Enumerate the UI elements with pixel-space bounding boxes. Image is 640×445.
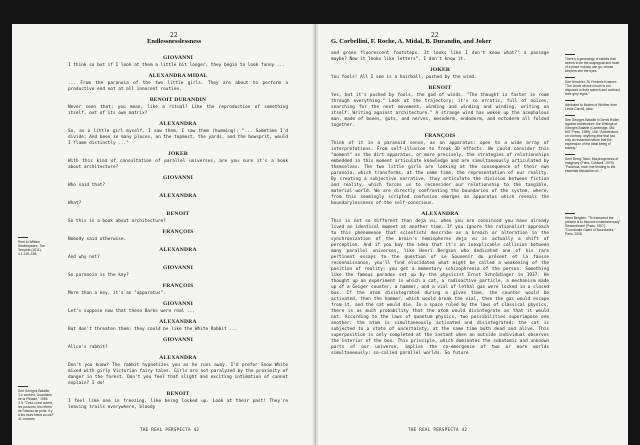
dialogue-line: With this kind of consultation of parallel universes, are you sure it's a book about architecture? bbox=[68, 159, 288, 170]
speaker-name: FRANÇOIS bbox=[162, 283, 194, 289]
page-number: 22 bbox=[431, 32, 439, 39]
speaker-name: GIOVANNI bbox=[162, 301, 194, 307]
footnotes-left bbox=[18, 237, 54, 425]
dialogue-line: Alice's rabbit? bbox=[68, 345, 108, 350]
footnote-rule bbox=[565, 77, 575, 78]
dialogue-line: Never seen that; you mean, like a ritual? Like the reproduction of something itself, out of its own matrix? bbox=[68, 105, 288, 116]
speaker-name: ALEXANDRA bbox=[159, 247, 197, 253]
footnote-rule bbox=[565, 54, 575, 55]
footnote-text: Reel to William Shakespeare, The Tempest (1611), 4.1.148–158. bbox=[18, 240, 45, 256]
dialogue-line: Nobody said otherwise. bbox=[68, 237, 127, 242]
paragraph: and green fluorescent footsteps. It looks like I don't know what?" a passage maybe? Now it looks like letters”. I don't know it. bbox=[331, 51, 549, 62]
footnote bbox=[565, 213, 621, 236]
footnote-text: See Hirschler, St. Frederic Krasner: "The Uncle whose mouth is not disposed in their speech and contract, their grey signs." bbox=[565, 80, 621, 96]
dialogue-line: But don't threaten them: they could be like the White Rabbit ... bbox=[68, 327, 238, 332]
footnote-text: See Georges Bataille in Denis Hollier, Against Architecture: the Writings of Georges Bataille (Cambridge, MA: MIT Press, 1989), 156: "Architecture, on contrary, anything else that has only an essential nature that the expression of the ideal being of society." bbox=[565, 118, 620, 150]
footnote bbox=[565, 154, 621, 173]
dialogue-line: What? bbox=[68, 201, 82, 206]
book-gutter bbox=[312, 24, 319, 445]
speaker-name: ALEXANDRA bbox=[159, 319, 197, 325]
dialogue-line: You fools! All I see is a hairball, pushed by the wind. bbox=[331, 75, 477, 80]
footnote-text: Henri Bergson, "To transcend the present is to become instantaneously" Ressentiment (Paris, 1907): "Coordinate Gates of Boundaries," Paris, 2005. bbox=[565, 216, 621, 236]
dialogue-column-left bbox=[68, 51, 288, 412]
speaker-name: JOKER bbox=[167, 151, 189, 157]
footnote-rule bbox=[18, 237, 28, 238]
speaker-name: FRANÇOIS bbox=[162, 229, 194, 235]
speaker-name: ALEXANDRA bbox=[159, 355, 197, 361]
dialogue-line: Who said that? bbox=[68, 183, 106, 188]
dialogue-column-right bbox=[331, 51, 549, 358]
running-head: Endlessnesslessness bbox=[147, 38, 202, 45]
left-page bbox=[12, 24, 315, 445]
dialogue-line: And why not? bbox=[68, 255, 100, 260]
dialogue-line: Think of it in a paranoid sense, as an apparatus: open to a wide array of interpretations. From self-illusion to freak 3D effects. We could consider this "moment" as the dirt apparatus, or more precisely, the strategies of relationships embedded in this moment articulate knowledge and are simultaneously articulated by themselves. The two little girls are looking at the consequence of their own paranoia, which transforms, at the same time, the representation of our reality. By creating a subjective narrative, they articulate the division between fiction and reality, which forces us to reconsider our relationship to the tangible, material world. We are directly confronting the boundaries of the system, where, from this seemingly scripted confusion emerges an apparatus which reveals the boundarylessness of the self-conscious. bbox=[331, 141, 549, 206]
dialogue-line: I feel like one in freezing, like being locked up. Look at their past! They're leaving trails everywhere, bloody bbox=[68, 399, 288, 410]
footnote-text: Sent Remy Tison, Morphogenesis of Imaginary (Paris: Coldwell, 1979): "Paranoia, each line tending to the essential dissolution of..." bbox=[565, 157, 619, 173]
footnote-rule bbox=[565, 115, 575, 116]
dialogue-line: I think so but if I look at them a little bit longer, they begin to look funny ... bbox=[68, 63, 285, 68]
footnote-rule bbox=[18, 386, 28, 387]
footnote-text: Attributed to Modes of Whither from Lewis Carroll, Alice. bbox=[565, 103, 618, 111]
dialogue-line: So, as a little girl myself, I saw them, I saw them (humming): "... Sometime I'd divide; And been in many places, on the topmost, the yards, and the bowsprit, would I flame distinctly ..." bbox=[68, 129, 288, 146]
dialogue-line: Yes, but it's pushed by fools, the god of winds. "The thought is faster in room through everything." Look at the trajectory; it's so erratic, full of noises, searching for the next movement, winding and winding and winding, writing on itself. Writing against architecture." A strange wind has woken up the acephalous man, made of bones, guts, and nerves, mesoderm, endoderm, and ectoderm all folded together. bbox=[331, 93, 549, 128]
footnote-rule bbox=[565, 154, 575, 155]
dialogue-line: So this is a book about architecture? bbox=[68, 219, 166, 224]
dialogue-line: Don't you know? The rabbit hypnotizes you as he runs away. I'd prefer Snow White mixed with girly Victorian fairy tales. Girls are not paralyzed by the proximity of danger in the forest. Don't you feel that slight and exciting intimation of cannot explain? I do! bbox=[68, 363, 288, 386]
speaker-name: BENOIT bbox=[166, 211, 190, 217]
speaker-name: ALEXANDRA MIDAL bbox=[148, 73, 208, 79]
speaker-name: GIOVANNI bbox=[162, 265, 194, 271]
speaker-name: JOKER bbox=[429, 67, 451, 73]
footnote-text: Sen Georges Bataille, "Le corridor, Guardians de la Pléiade," 1956. 3.3: "Celui‑ci est ouvert, les pouvoirs, les hêtres de l'oiseau de proie, il y a les murs bleus du ciel" 41 volumes bbox=[18, 389, 54, 421]
footnote bbox=[565, 100, 621, 111]
running-head: G. Corbellini, F. Roche, A. Midal, B. Durandin, and Joker bbox=[331, 38, 492, 45]
speaker-name: GIOVANNI bbox=[162, 337, 194, 343]
speaker-name: GIOVANNI bbox=[162, 55, 194, 61]
speaker-name: BENOIT DURANDIN bbox=[149, 97, 207, 103]
speaker-name: GIOVANNI bbox=[162, 175, 194, 181]
speaker-name: FRANÇOIS bbox=[424, 133, 456, 139]
speaker-name: ALEXANDRA bbox=[421, 211, 459, 217]
dialogue-line: ... From the paranoia of the two little girls. They are about to perform a productive end not at all innocent routine. bbox=[68, 81, 288, 92]
page-footer: THE REAL PERSPECTA 42 bbox=[140, 427, 200, 432]
footnote-rule bbox=[565, 100, 575, 101]
footnote bbox=[565, 54, 621, 73]
footnote bbox=[18, 237, 54, 256]
speaker-name: ALEXANDRA bbox=[159, 121, 197, 127]
footnotes-right bbox=[565, 54, 621, 240]
page-footer: THE REAL PERSPECTA 42 bbox=[408, 427, 468, 432]
dialogue-line: Let's suppose now that these Barks were real ... bbox=[68, 309, 195, 314]
footnote-rule bbox=[565, 213, 575, 214]
page-number: 22 bbox=[170, 32, 178, 39]
dialogue-line: This is not so different than deja vu, when you are convinced you have already lived an identical moment at another time. If you ignore the rationalist approach to this phenomenon that scientists describe as a breach or alteration in the synchronization of the brain's hemispheres deja vu is actually a shift of perception. And if you buy the idea that it's an inexplicable collision between many parallel universes, like Henri Bergson who dedicated one of his rare pertinent essays to the question of Le Souvenir du présent et la fausse reconnaissance, you'll find elucidated what might be called a weakening of the position of reality: you get a momentary schizophrenia of the person. Something like the famous paradox set up by the physicist Ernst Schrödinger in 1937. He thought up an experiment in which a cat, a radioactive particle, a mechanism made up of a Geiger counter, a hammer, and a vial of lethal gas were locked in a closed box. If the atom disintegrated during a given time, the counter would be activated, then the hammer, which would break the vial, then the gas would escape from it, and the cat would die. In a space ruled by the laws of classical physics, there is as much probability that the atom would disintegrate as that it would not. According to the laws of quantum physics, two possibilities superimpose one another: the atom is simultaneously activated and disintegrated; the cat is subjected to a state of uncertainty, at the same time both dead and alive. This superposition is only completed at the instant when an outside individual observes the interior of the box. This principle, which dominates the subatomic and unknown parts of our universe, implies the co-emergence of two or more worlds simultaneously: so-called parallel worlds. So future bbox=[331, 219, 549, 356]
footnote bbox=[18, 386, 54, 421]
speaker-name: ALEXANDRA bbox=[159, 193, 197, 199]
footnote-text: There's a genealogy of rabbits that seems to be the scapegoat and heart of a place nobody can go, whose keepers see the eyes. bbox=[565, 57, 620, 73]
right-page bbox=[315, 24, 628, 445]
footnote bbox=[565, 77, 621, 96]
speaker-name: BENOIT bbox=[166, 391, 190, 397]
footnote bbox=[565, 115, 621, 150]
dialogue-line: So paranoia is the key? bbox=[68, 273, 129, 278]
speaker-name: BENOIT bbox=[428, 85, 452, 91]
dialogue-line: More than a key, it's an "apparatus". bbox=[68, 291, 166, 296]
